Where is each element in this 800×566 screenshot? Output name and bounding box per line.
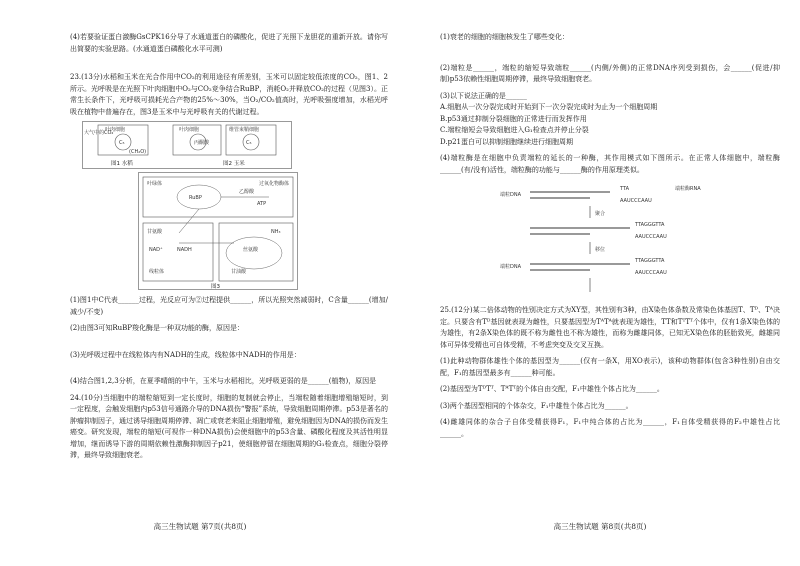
fig-label: 过氧化物酶体 <box>259 181 290 187</box>
fig-label: ATP <box>257 201 267 207</box>
q24-2: (2)端粒是______，端粒的缩短导致端粒______(内侧/外侧)的正常DNA序列受到损伤，会______(促进/抑制)p53依赖性细胞周期停滞，最终导致细胞衰老。 <box>440 63 780 83</box>
diag-label: 端粒DNA <box>500 264 522 270</box>
option-b: B.p53通过抑制分裂细胞的正常进行而发挥作用 <box>440 114 587 123</box>
fig-label: (CH₂O) <box>129 149 147 155</box>
fig2-caption: 图2 玉米 <box>223 161 245 167</box>
fig-label: NAD⁺ <box>149 247 163 253</box>
q24-intro: 24.(10分)当细胞中的端粒缩短到一定长度时，细胞的复制就会停止，当端粒随着细胞增殖缩短时，到一定程度，会触发细胞内p53信号通路介导的DNA损伤“警报”系统，导致细胞周期停滞。p53是著名的肿瘤抑制因子，通过诱导细胞周期停滞、凋亡或衰老来阻止细胞增殖，避免细胞因为DNA的损伤而发生癌变。研究发现，端粒的缩短(可视作一种DNA损伤)会使细胞中的p53含量、磷酸化程度及其活性明显增加，继而诱导下游的周期依赖性激酶抑制因子p21，使细胞停留在细胞周期的G₁检查点，细胞分裂停滞，最终导致细胞衰老。 <box>70 393 388 459</box>
diag-label: TTAGGGTTA <box>635 258 665 264</box>
fig-label: RuBP <box>189 195 202 201</box>
q23-2: (2)由图3可知RuBP羧化酶是一种双功能的酶，原因是： <box>70 324 245 332</box>
q25-3: (3)两个基因型相同的个体杂交，F₁中雄性个体占比为______。 <box>440 401 633 410</box>
option-a: A.细胞从一次分裂完成时开始到下一次分裂完成时为止为一个细胞周期 <box>440 103 658 111</box>
option-c: C.端粒缩短会导致细胞进入G₁检查点并停止分裂 <box>440 126 589 134</box>
fig-label: 甘氨酸 <box>147 229 163 235</box>
diag-label: AAUCCCAAU <box>635 234 667 240</box>
figure-3 <box>138 172 298 290</box>
q25-1: (1)此种动物群体雄性个体的基因型为______(仅有一条X，用XO表示)，该种动物群体(包含3种性别)自由交配，F₁的基因型最多有______种可能。 <box>440 357 780 377</box>
fig-label: 叶绿体 <box>147 181 163 187</box>
diag-label: 端粒DNA <box>500 192 522 198</box>
q24-3: (3)以下说法正确的是______ <box>440 91 527 100</box>
q25-2: (2)基因型为TᴰTᵀ、TᴬTᵀ的个体自由交配，F₁中雄性个体占比为______。 <box>440 385 664 393</box>
diag-label: 聚合 <box>595 211 606 217</box>
diag-label: AAUCCCAAU <box>635 270 667 276</box>
q22-4: (4)若要验证蛋白激酶GsCPK16分导了水通道蛋白的磷酸化，促进了光照下龙胆花的重新开放。请你写出简要的实验思路。(水通道蛋白磷酸化水平可测) <box>70 33 388 53</box>
fig-label: 丝氨酸 <box>243 247 259 253</box>
q23-1: (1)图1中C代表______过程，光反应可为②过程提供______，所以光照突然减弱时，C含量______(增加/减少/不变) <box>70 296 388 316</box>
q23-intro: 23.(13分)水稻和玉米在光合作用中CO₂的利用途径有所差别，玉米可以固定较低浓度的CO₂，图1、2所示。光呼吸是在光照下叶肉细胞中O₂与CO₂竞争结合RuBP，消耗O₂并释放CO₂的过程（见图3）。正常生长条件下，光呼吸可损耗光合产物的25%～30%，当O₂/CO₂值高时，光呼吸强度增加，水稻光呼吸在植物中普遍存在，图3是玉米中与光呼吸有关的代谢过程。 <box>70 73 388 116</box>
fig-label: C₅ <box>246 140 252 146</box>
fig-label: C₅ <box>119 140 125 146</box>
option-d: D.p21蛋白可以抑制细胞继续进行细胞周期 <box>440 137 573 146</box>
footer-right: 高三生物试题 第8页(共8页) <box>553 522 647 531</box>
diag-label: TTA <box>620 186 630 192</box>
q25-4: (4)雌雄同体的杂合子自体受精获得F₁，F₁中纯合体的占比为______，F₁自体受精获得的F₂中雄性占比______。 <box>440 418 780 438</box>
q24-1: (1)衰老的细胞的细胞核发生了哪些变化： <box>440 33 569 41</box>
fig-label: 叶肉细胞 <box>105 127 126 133</box>
fig-label: 甘油酸 <box>231 269 247 275</box>
fig-label: NH₃ <box>271 229 281 235</box>
fig-label: NADH <box>177 247 192 253</box>
telomerase-diagram <box>500 180 720 300</box>
q25-intro: 25.(12分)某二倍体动物的性别决定方式为XY型，其性别有3种，由X染色体条数及常染色体基因T、Tᴰ、Tᴬ决定。只要含有Tᴰ基因就表现为雌性，只要基因型为TᴬTᴬ就表现为雄性，TT和TᵀTᵀ个体中，仅有1条X染色体的为雄性，有2条X染色体的既不称为雌性也不称为雄性，而称为雌雄同体，已知无X染色体的胚胎致死，雌雄同体可异体受精也可自体受精，不考虑突变及交叉互换。 <box>440 306 780 349</box>
q24-4: (4)端粒酶是在细胞中负责端粒的延长的一种酶，其作用模式如下图所示。在正常人体细胞中，端粒酶______(有/没有)活性，端粒酶的功能与______酶的作用原理类似。 <box>440 154 780 174</box>
fig3-caption: 图3 <box>211 284 220 289</box>
footer-left: 高三生物试题 第7页(共8页) <box>153 522 247 531</box>
fig-label: 乙醇酸 <box>239 189 255 195</box>
diag-label: 移位 <box>595 247 606 253</box>
fig-label: 丙酮酸 <box>194 140 210 146</box>
page-right <box>400 0 800 566</box>
q23-4: (4)结合图1,2,3分析，在夏季晴朗的中午，玉米与水稻相比，光呼吸更弱的是______(植物)，原因是 <box>70 377 377 385</box>
diag-label: AAUCCCAAU <box>620 198 652 204</box>
fig-label: 线粒体 <box>149 269 165 275</box>
q23-3: (3)光呼吸过程中在线粒体内有NADH的生成，线粒体中NADH的作用是： <box>70 350 301 359</box>
fig-label: 叶肉细胞 <box>179 127 200 133</box>
fig1-caption: 图1 水稻 <box>111 161 133 167</box>
fig-label: 大气中的CO₂ <box>84 130 114 136</box>
figure-1-2 <box>82 121 292 169</box>
diag-label: 端粒酶RNA <box>675 186 701 192</box>
fig-label: 维管束鞘细胞 <box>229 127 260 133</box>
diag-label: TTAGGGTTA <box>635 222 665 228</box>
